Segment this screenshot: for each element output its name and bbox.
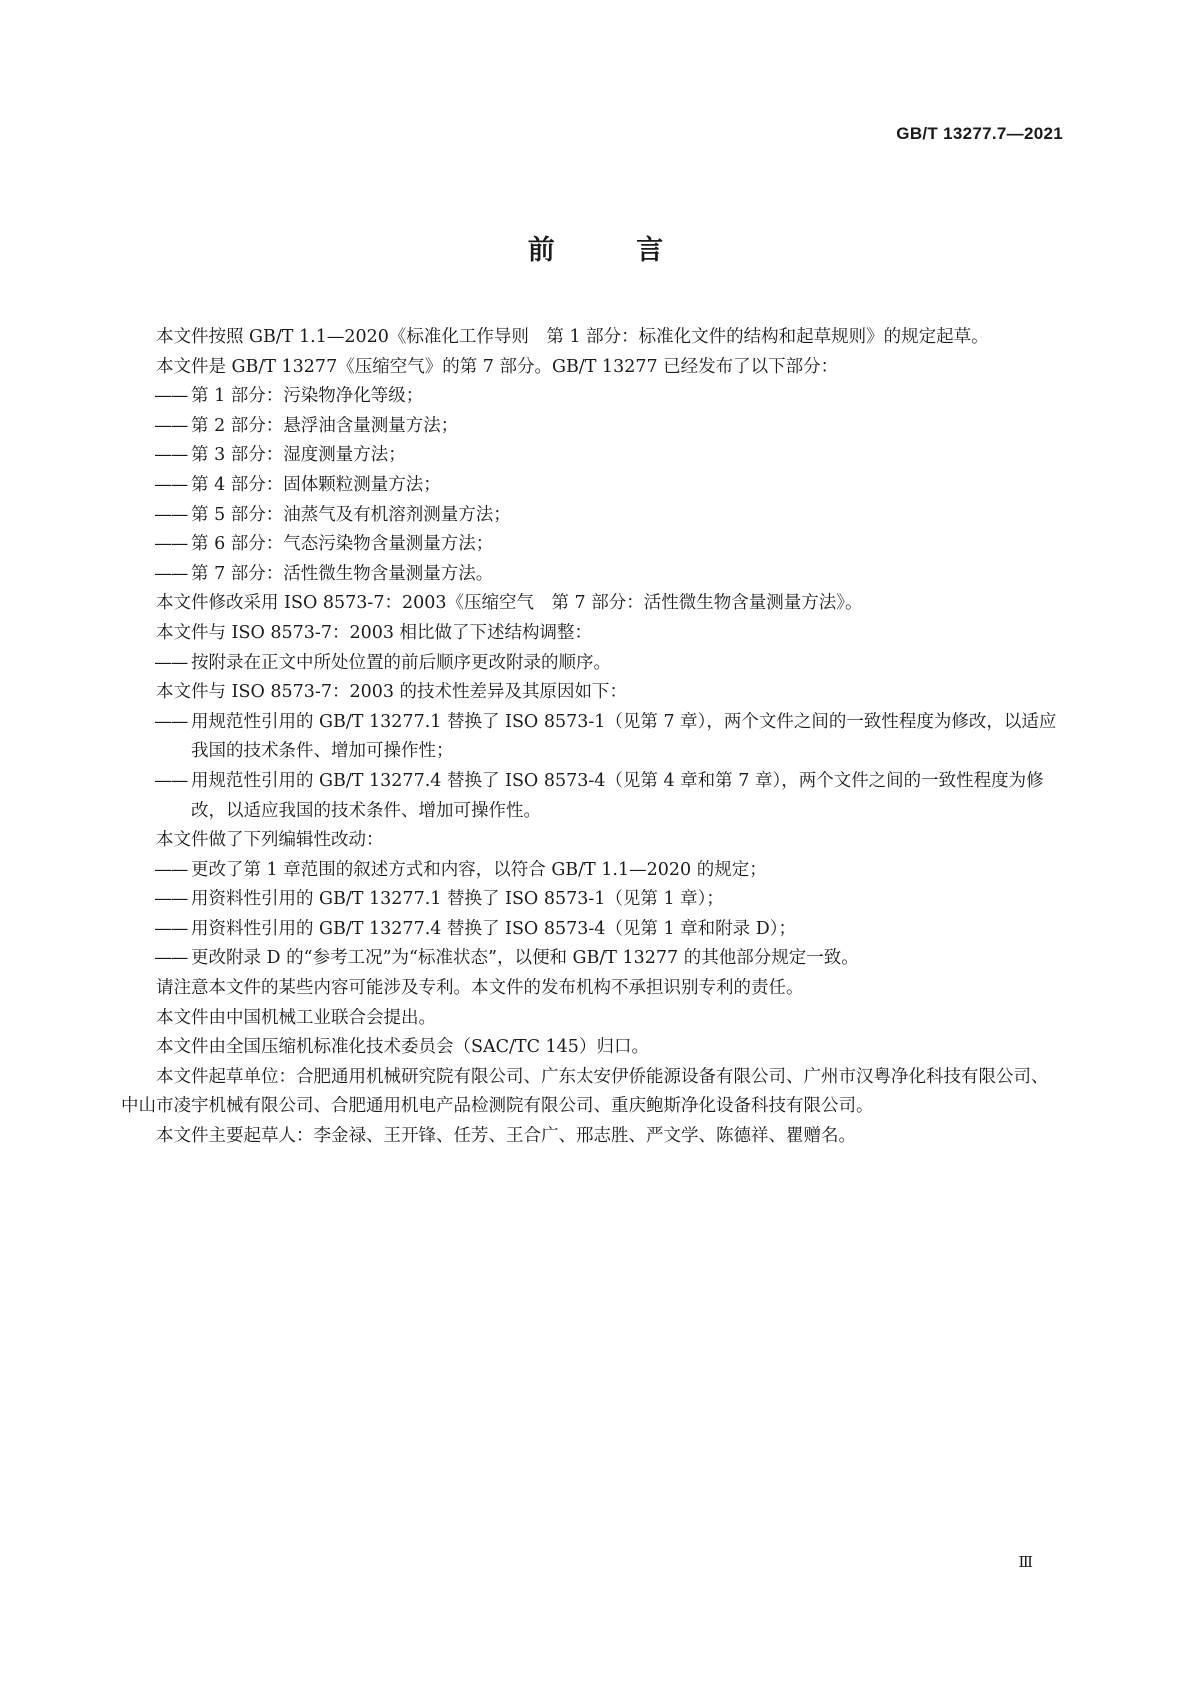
list-item	[121, 471, 1061, 501]
list-item-text: 第 7 部分：活性微生物含量测量方法。	[191, 563, 494, 584]
foreword-body	[121, 323, 1061, 1152]
list-item	[121, 767, 1061, 826]
list-item-text: 第 2 部分：悬浮油含量测量方法；	[191, 415, 459, 436]
dash-marker: ——	[154, 889, 188, 910]
dash-marker: ——	[154, 948, 188, 969]
paragraph: 本文件按照 GB/T 1.1—2020《标准化工作导则 第 1 部分：标准化文件的结构和起草规则》的规定起草。	[156, 327, 989, 347]
list-item	[121, 708, 1061, 767]
list-item	[121, 915, 1061, 945]
paragraph: 本文件修改采用 ISO 8573-7：2003《压缩空气 第 7 部分：活性微生物含量测量方法》。	[156, 593, 863, 614]
dash-marker: ——	[154, 652, 188, 673]
list-item	[121, 560, 1061, 590]
list-item-text: 更改了第 1 章范围的叙述方式和内容，以符合 GB/T 1.1—2020 的规定；	[191, 859, 767, 880]
page-number: Ⅲ	[1018, 1553, 1033, 1571]
dash-marker: ——	[154, 504, 188, 525]
list-item-text: 用资料性引用的 GB/T 13277.4 替换了 ISO 8573-4（见第 1 章和附录 D）；	[191, 918, 797, 939]
list-item-text: 第 4 部分：固体颗粒测量方法；	[191, 474, 441, 495]
list-item-text: 第 1 部分：污染物净化等级；	[191, 386, 424, 407]
paragraph: 本文件起草单位：合肥通用机械研究院有限公司、广东太安伊侨能源设备有限公司、广州市汉粤净化科技有限公司、中山市凌宇机械有限公司、合肥通用机电产品检测院有限公司、重庆鲍斯净化设备科技有限公司。	[121, 1066, 1049, 1117]
list-item-text: 第 5 部分：油蒸气及有机溶剂测量方法；	[191, 504, 511, 525]
list-item	[121, 501, 1061, 531]
dash-marker: ——	[154, 445, 188, 466]
list-item-text: 用规范性引用的 GB/T 13277.1 替换了 ISO 8573-1（见第 7 章），两个文件之间的一致性程度为修改，以适应我国的技术条件、增加可操作性；	[191, 711, 1057, 762]
page-title: 前 言	[527, 235, 700, 266]
list-item	[121, 530, 1061, 560]
paragraph: 本文件做了下列编辑性改动：	[156, 830, 384, 851]
list-item	[121, 885, 1061, 915]
paragraph: 请注意本文件的某些内容可能涉及专利。本文件的发布机构不承担识别专利的责任。	[156, 978, 804, 999]
list-item-text: 用规范性引用的 GB/T 13277.4 替换了 ISO 8573-4（见第 4 章和第 7 章），两个文件之间的一致性程度为修改，以适应我国的技术条件、增加可操作性。	[191, 770, 1044, 821]
list-item-text: 用资料性引用的 GB/T 13277.1 替换了 ISO 8573-1（见第 1 章）；	[191, 889, 724, 910]
paragraph: 本文件由全国压缩机标准化技术委员会（SAC/TC 145）归口。	[156, 1037, 649, 1058]
dash-marker: ——	[154, 563, 188, 584]
list-item	[121, 856, 1061, 886]
list-item-text: 按附录在正文中所处位置的前后顺序更改附录的顺序。	[191, 652, 611, 673]
document-code: GB/T 13277.7—2021	[896, 124, 1063, 143]
dash-marker: ——	[154, 918, 188, 939]
dash-marker: ——	[154, 859, 188, 880]
dash-marker: ——	[154, 386, 188, 407]
paragraph: 本文件主要起草人：李金禄、王开锋、任芳、王合广、邢志胜、严文学、陈德祥、瞿赠名。	[156, 1126, 856, 1147]
list-item	[121, 412, 1061, 442]
list-item	[121, 944, 1061, 974]
paragraph: 本文件由中国机械工业联合会提出。	[156, 1007, 436, 1028]
paragraph: 本文件是 GB/T 13277《压缩空气》的第 7 部分。GB/T 13277 已经发布了以下部分：	[156, 356, 839, 377]
list-item-text: 第 3 部分：湿度测量方法；	[191, 445, 406, 466]
dash-marker: ——	[154, 534, 188, 555]
paragraph: 本文件与 ISO 8573-7：2003 的技术性差异及其原因如下：	[156, 682, 628, 703]
list-item	[121, 649, 1061, 679]
list-item-text: 更改附录 D 的“参考工况”为“标准状态”，以便和 GB/T 13277 的其他部分规定一致。	[191, 948, 859, 969]
paragraph: 本文件与 ISO 8573-7：2003 相比做了下述结构调整：	[156, 622, 593, 643]
list-item	[121, 441, 1061, 471]
dash-marker: ——	[154, 415, 188, 436]
dash-marker: ——	[154, 770, 188, 791]
dash-marker: ——	[154, 711, 188, 732]
list-item-text: 第 6 部分：气态污染物含量测量方法；	[191, 534, 494, 555]
dash-marker: ——	[154, 474, 188, 495]
list-item	[121, 382, 1061, 412]
